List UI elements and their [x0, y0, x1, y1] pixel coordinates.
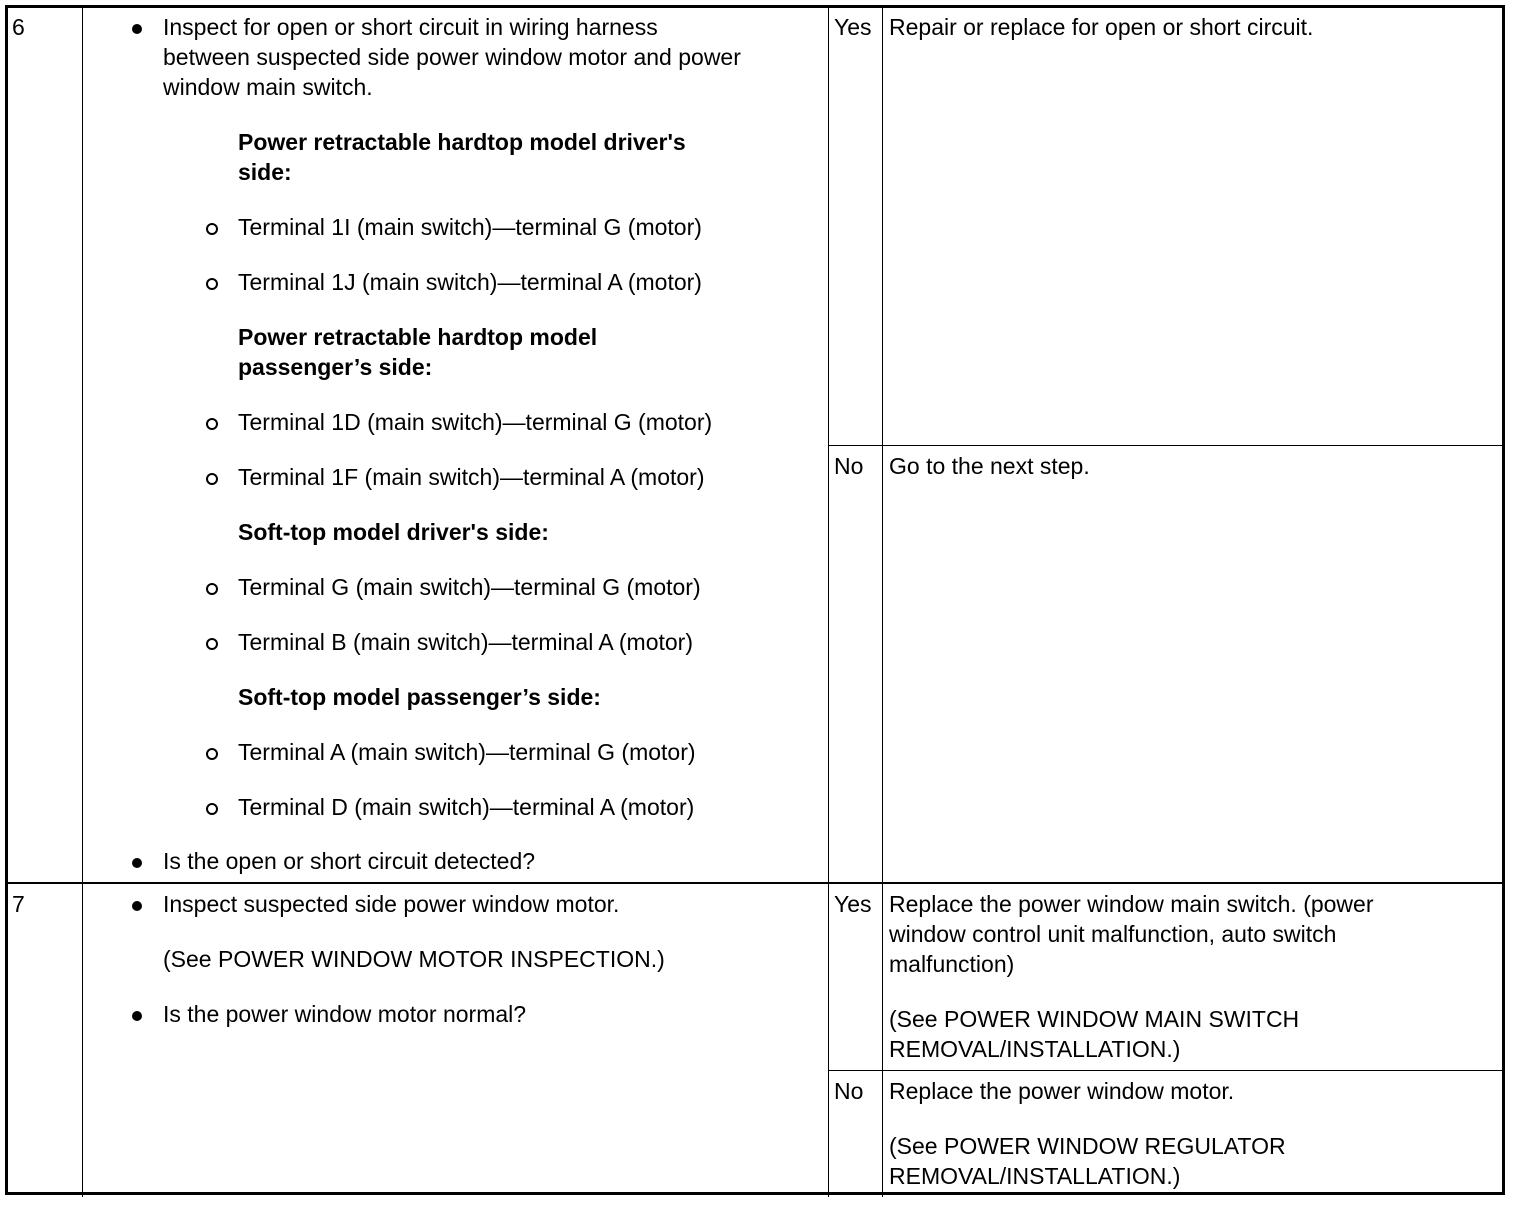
col-divider-step: [82, 6, 83, 1197]
circle-bullet-icon: [206, 473, 218, 485]
bullet-icon: [132, 858, 142, 868]
inspect-text: Inspect suspected side power window motor.: [163, 891, 620, 917]
see-reference: (See POWER WINDOW MOTOR INSPECTION.): [163, 946, 665, 972]
terminal-item: Terminal 1I (main switch)—terminal G (motor): [238, 214, 702, 240]
col-divider-result: [882, 6, 883, 1197]
group-heading: Soft-top model passenger’s side:: [238, 684, 601, 710]
terminal-item: Terminal G (main switch)—terminal G (motor): [238, 574, 701, 600]
bullet-icon: [132, 1011, 142, 1021]
terminal-item: Terminal D (main switch)—terminal A (motor): [238, 794, 695, 820]
yes-result: Repair or replace for open or short circuit.: [889, 14, 1314, 40]
circle-bullet-icon: [206, 748, 218, 760]
terminal-item: Terminal 1F (main switch)—terminal A (motor): [238, 464, 705, 490]
bullet-icon: [132, 901, 142, 911]
terminal-item: Terminal A (main switch)—terminal G (motor): [238, 739, 696, 765]
bullet-icon: [132, 24, 142, 34]
row7-yes-no-divider: [828, 1070, 1504, 1071]
see-reference: (See POWER WINDOW REGULATOR: [889, 1133, 1286, 1159]
yes-label: Yes: [834, 14, 872, 40]
no-label: No: [834, 453, 864, 479]
group-heading: Power retractable hardtop model driver's: [238, 129, 686, 155]
see-reference: (See POWER WINDOW MAIN SWITCH: [889, 1006, 1300, 1032]
yes-result: Replace the power window main switch. (power: [889, 891, 1374, 917]
question-text: Is the power window motor normal?: [163, 1001, 527, 1027]
inspect-text: window main switch.: [163, 74, 373, 100]
terminal-item: Terminal B (main switch)—terminal A (motor): [238, 629, 693, 655]
circle-bullet-icon: [206, 583, 218, 595]
no-result: Replace the power window motor.: [889, 1078, 1235, 1104]
circle-bullet-icon: [206, 638, 218, 650]
step-number: 6: [12, 14, 25, 40]
yes-result: malfunction): [889, 951, 1015, 977]
row6-yes-no-divider: [828, 445, 1504, 446]
yes-label: Yes: [834, 891, 872, 917]
circle-bullet-icon: [206, 803, 218, 815]
see-reference: REMOVAL/INSTALLATION.): [889, 1036, 1181, 1062]
no-label: No: [834, 1078, 864, 1104]
circle-bullet-icon: [206, 278, 218, 290]
group-heading: passenger’s side:: [238, 354, 433, 380]
group-heading: side:: [238, 159, 292, 185]
terminal-item: Terminal 1J (main switch)—terminal A (motor): [238, 269, 702, 295]
col-divider-action: [828, 6, 829, 1197]
group-heading: Soft-top model driver's side:: [238, 519, 549, 545]
no-result: Go to the next step.: [889, 453, 1090, 479]
step-number: 7: [12, 891, 25, 917]
row-divider-6-7: [6, 882, 1504, 884]
yes-result: window control unit malfunction, auto switch: [889, 921, 1337, 947]
question-text: Is the open or short circuit detected?: [163, 848, 536, 874]
inspect-text: between suspected side power window motor and power: [163, 44, 741, 70]
group-heading: Power retractable hardtop model: [238, 324, 598, 350]
terminal-item: Terminal 1D (main switch)—terminal G (motor): [238, 409, 713, 435]
circle-bullet-icon: [206, 223, 218, 235]
circle-bullet-icon: [206, 418, 218, 430]
see-reference: REMOVAL/INSTALLATION.): [889, 1163, 1181, 1189]
inspect-text: Inspect for open or short circuit in wiring harness: [163, 14, 658, 40]
